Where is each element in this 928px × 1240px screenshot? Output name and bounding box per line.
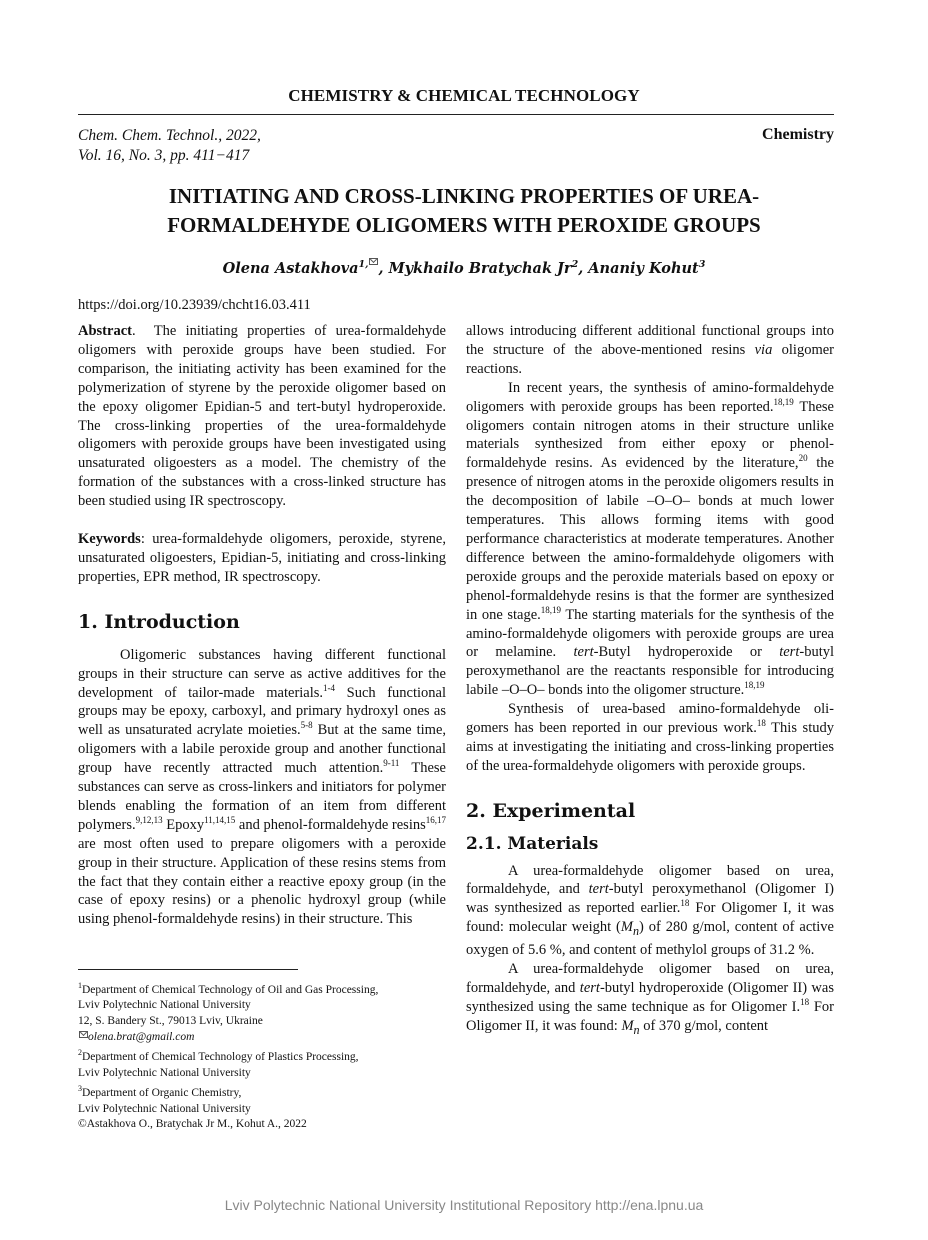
mail-icon xyxy=(369,258,378,265)
materials-paragraph-2: A urea-formaldehyde oligomer based on urea, formaldehyde, and tert-butyl hydroperoxide (Oligomer II) was synthesized using the same technique as for Oligomer I.$^{18}$ For Oligomer II, it was found: $M_n$ of 370 g/mol, content xyxy=(466,960,834,1037)
footnotes: $^1$Department of Chemical Technology of Oil and Gas Processing, Lviv Polytechnic National University 12, S. Bandery St., 79013 Lviv, Ukraine olena.brat@gmail.com $^2$Department of Chemical Technology of Plastics Processing, Lviv Polytechnic National University $^3$Department of Organic Chemistry, Lviv Polytechnic National University ©Astakhova O., Bratychak Jr M., Kohut A., 2022 xyxy=(78,978,378,1133)
footnote-3: $^3$Department of Organic Chemistry, xyxy=(78,1084,242,1100)
author-list: Olena Astakhova$^{1,}$ , Mykhailo Bratychak Jr$^2$, Ananiy Kohut$^3$ xyxy=(222,259,706,277)
repository-footer: Lviv Polytechnic National University Institutional Repository http://ena.lpnu.ua xyxy=(224,1197,704,1213)
abstract-label: Abstract xyxy=(78,323,132,339)
keywords: Keywords: urea-formaldehyde oligomers, peroxide, styrene, unsaturated oligoesters, Epidian-5, initiating and cross-linking properties, EPR method, IR spectroscopy. xyxy=(78,531,446,585)
intro-heading: 1. Introduction xyxy=(78,610,240,633)
right-paragraph-2: Synthesis of urea-based amino-formaldehyde oli-gomers has been reported in our previous work.$^{18}$ This study aims at investigating the initiating and cross-linking properties of the urea-formaldehyde oligomers with peroxide groups. xyxy=(466,701,834,774)
abstract: Abstract. The initiating properties of urea-formaldehyde oligomers with peroxide groups have been studied. For comparison, the initiating activity has been examined for the polymerization of styrene by the peroxide oligomer based on the epoxy oligomer Epidian-5 and tert-butyl hydroperoxide. The cross-linking properties of the urea-formaldehyde oligomers with peroxide groups have been investigated using unsaturated oligoesters as a model. The chemistry of the formation of the substances with a cross-linked structure has been studied using IR spectroscopy. xyxy=(78,323,446,510)
experimental-heading: 2. Experimental xyxy=(466,799,636,822)
author-1: Olena Astakhova xyxy=(222,259,359,277)
paper-title xyxy=(78,182,850,240)
materials-heading: 2.1. Materials xyxy=(466,833,599,854)
right-column xyxy=(466,322,834,1040)
title-line-1: INITIATING AND CROSS-LINKING PROPERTIES OF UREA- xyxy=(168,184,760,208)
footnote-2: $^2$Department of Chemical Technology of Plastics Processing, xyxy=(78,1048,359,1064)
materials-paragraph-1: A urea-formaldehyde oligomer based on urea, formaldehyde, and tert-butyl peroxymethanol (Oligomer I) was synthesized as reported earlier.$^{18}$ For Oligomer I, it was found: molecular weight $(M_n)$ of 280 g/mol, content of active oxygen of 5.6 %, and content of methylol groups of 31.2 %. xyxy=(466,862,834,959)
right-paragraph-0: allows introducing different additional functional groups into the structure of the above-mentioned resins via oligomer reactions. xyxy=(466,323,834,377)
doi-link[interactable]: https://doi.org/10.23939/chcht16.03.411 xyxy=(78,297,311,313)
intro-paragraph: Oligomeric substances having different functional groups in their structure can serve as active additives for the development of tailor-made materials.$^{1-4}$ Such functional groups may be epoxy, carboxyl, and primary hydroxyl ones as well as unsaturated acrylate moieties.$^{5-8}$ But at the same time, oligomers with a labile peroxide group and another functional group have recently attracted much attention.$^{9-11}$ These substances can serve as cross-linkers and initiators for polymer blends enabling the formation of an item from different polymers.$^{9,12,13}$ Epoxy$^{11,14,15}$ and phenol-formaldehyde resins$^{16,17}$ are most often used to prepare oligomers with a peroxide group in their structure. Application of these resins stems from the fact that they contain either a reactive epoxy group (in the case of epoxy resins) or a phenolic hydroxyl group (while using phenol-formaldehyde resins) in their structure. This xyxy=(78,646,447,928)
citation-line-2: Vol. 16, No. 3, pp. 411−417 xyxy=(78,147,250,164)
citation-info xyxy=(78,126,261,166)
copyright: ©Astakhova O., Bratychak Jr M., Kohut A., 2022 xyxy=(78,1118,307,1131)
header-divider xyxy=(78,114,834,115)
author-3: Ananiy Kohut xyxy=(588,259,699,277)
journal-header: CHEMISTRY & CHEMICAL TECHNOLOGY xyxy=(288,86,640,105)
section-tag: Chemistry xyxy=(762,126,834,143)
left-column xyxy=(78,322,446,929)
footnote-1: $^1$Department of Chemical Technology of Oil and Gas Processing, xyxy=(78,981,379,996)
author-1-affil: 1, xyxy=(359,259,379,270)
footnote-divider xyxy=(78,969,298,970)
keywords-text: urea-formaldehyde oligomers, peroxide, styrene, unsaturated oligoesters, Epidian-5, initiating and cross-linking properties, EPR method, IR spectroscopy. xyxy=(78,531,446,585)
abstract-text: The initiating properties of urea-formaldehyde oligomers with peroxide groups have been studied. For comparison, the initiating activity has been examined for the polymerization of styrene by the peroxide oligomer based on the epoxy oligomer Epidian-5 and tert-butyl hydroperoxide. The cross-linking properties of the urea-formaldehyde oligomers with peroxide groups have been investigated using unsaturated oligoesters as a model. The chemistry of the formation of the substances with a cross-linked structure has been studied using IR spectroscopy. xyxy=(78,323,446,510)
keywords-label: Keywords xyxy=(78,531,141,548)
corresponding-email[interactable]: olena.brat@gmail.com xyxy=(78,1030,378,1046)
author-2-affil: 2 xyxy=(571,259,579,270)
mail-icon xyxy=(79,1031,88,1038)
author-3-affil: 3 xyxy=(698,259,706,270)
right-paragraph-1: In recent years, the synthesis of amino-formaldehyde oligomers with peroxide groups has been reported.$^{18,19}$ These oligomers contain nitrogen atoms in their structure unlike materials synthesized from either epoxy or phenol-formaldehyde resins. As evidenced by the literature,$^{20}$ the presence of nitrogen atoms in the peroxide oligomers results in the decomposition of labile –O–O– bonds at much lower temperatures. This allows forming items with good performance characteristics at moderate temperatures. Another difference between the amino-formaldehyde oligomers with peroxide groups and the peroxide materials based on epoxy or phenol-formaldehyde resins is that the former are synthesized in one stage.$^{18,19}$ The starting materials for the synthesis of the amino-formaldehyde oligomers with peroxide groups are urea or melamine. tert-Butyl hydroperoxide or tert-butyl peroxymethanol are the reactants responsible for introducing labile –O–O– bonds into the oligomer structure.$^{18,19}$ xyxy=(466,379,834,699)
title-line-2: FORMALDEHYDE OLIGOMERS WITH PEROXIDE GROUPS xyxy=(167,213,761,237)
citation-line-1: Chem. Chem. Technol., 2022, xyxy=(78,127,261,144)
author-2: Mykhailo Bratychak Jr xyxy=(388,259,572,277)
